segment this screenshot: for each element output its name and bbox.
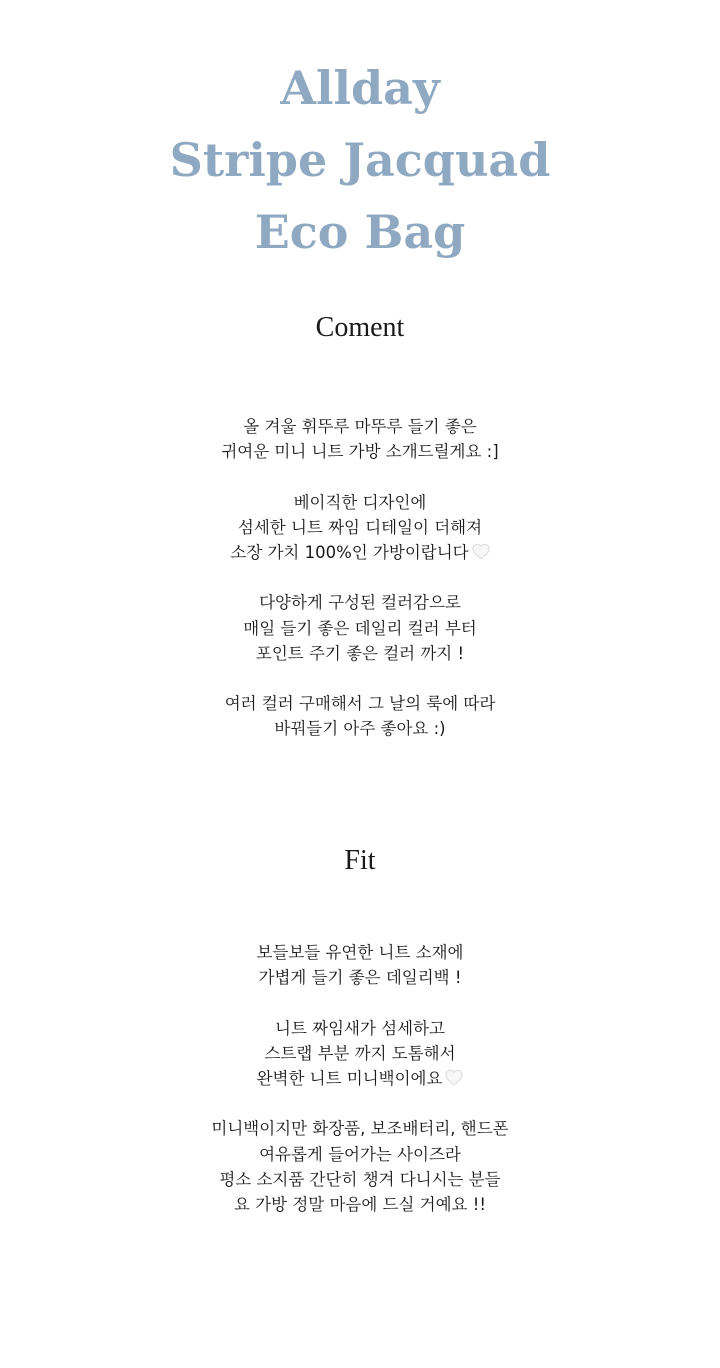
text-line: 완벽한 니트 미니백이에요 <box>256 1069 443 1088</box>
product-title <box>0 52 720 268</box>
text-line: 여유롭게 들어가는 사이즈라 <box>259 1144 461 1164</box>
text-line: 포인트 주기 좋은 컬러 까지 ! <box>255 643 465 663</box>
coment-paragraph-3 <box>0 590 720 666</box>
text-line: 섬세한 니트 짜임 디테일이 더해져 <box>237 517 483 537</box>
fit-description <box>0 940 720 1217</box>
text-line: 올 겨울 휘뚜루 마뚜루 들기 좋은 <box>243 417 477 436</box>
coment-paragraph-4 <box>0 691 720 741</box>
text-line: 니트 짜임새가 섬세하고 <box>275 1018 445 1038</box>
product-title-line-3: Eco Bag <box>254 205 466 259</box>
coment-heading: Coment <box>315 312 405 343</box>
text-line: 스트랩 부분 까지 도톰해서 <box>264 1043 456 1063</box>
text-line: 미니백이지만 화장품, 보조배터리, 핸드폰 <box>211 1119 509 1139</box>
white-heart-icon <box>472 543 490 560</box>
text-line: 바꿔들기 아주 좋아요 :) <box>274 719 446 739</box>
text-line: 여러 컬러 구매해서 그 날의 룩에 따라 <box>224 694 496 714</box>
fit-paragraph-2 <box>0 1016 720 1092</box>
fit-paragraph-1 <box>0 940 720 990</box>
text-line: 소장 가치 100%인 가방이랍니다 <box>230 543 469 562</box>
text-line-with-heart <box>0 1066 720 1091</box>
white-heart-icon <box>445 1069 463 1086</box>
coment-paragraph-2 <box>0 490 720 566</box>
product-title-line-2: Stripe Jacquad <box>169 133 551 187</box>
text-line-with-heart <box>0 540 720 565</box>
fit-paragraph-3 <box>0 1116 720 1217</box>
text-line: 매일 들기 좋은 데일리 컬러 부터 <box>243 618 477 638</box>
text-line: 귀여운 미니 니트 가방 소개드릴게요 :] <box>221 442 499 462</box>
text-line: 다양하게 구성된 컬러감으로 <box>259 593 461 613</box>
text-line: 요 가방 정말 마음에 드실 거예요 !! <box>234 1195 486 1214</box>
coment-description <box>0 414 720 742</box>
text-line: 보들보들 유연한 니트 소재에 <box>256 943 464 962</box>
product-title-line-1: Allday <box>280 61 440 115</box>
text-line: 평소 소지품 간단히 챙겨 다니시는 분들 <box>219 1169 501 1189</box>
text-line: 베이직한 디자인에 <box>293 492 427 512</box>
text-line: 가볍게 들기 좋은 데일리백 ! <box>258 968 462 988</box>
coment-paragraph-1 <box>0 414 720 464</box>
fit-heading: Fit <box>344 845 376 876</box>
